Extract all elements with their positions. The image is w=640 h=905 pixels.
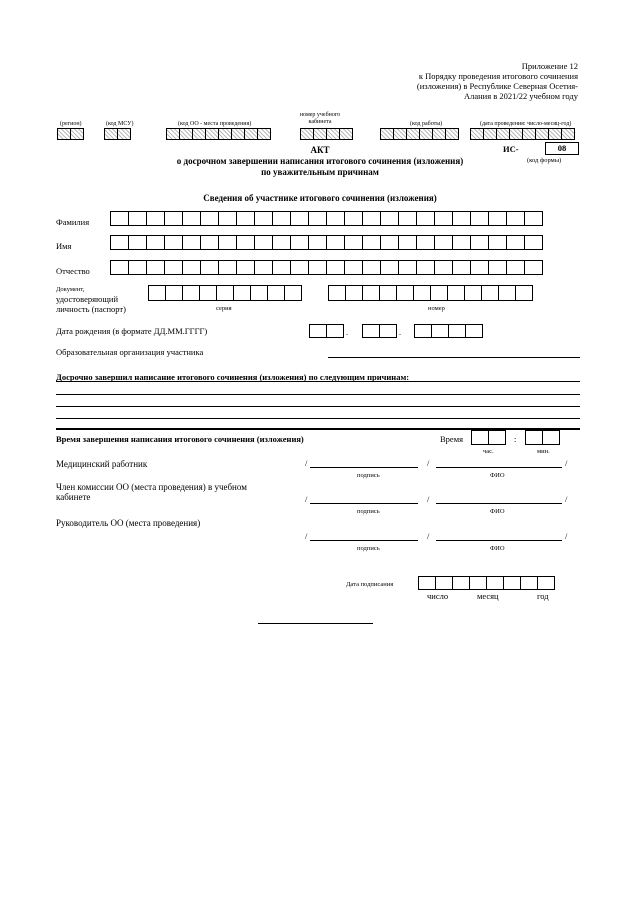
slash: / xyxy=(565,458,568,468)
day-label: число xyxy=(427,591,449,601)
work-code-label: (код работы) xyxy=(410,121,443,127)
medic-label: Медицинский работник xyxy=(56,459,148,469)
char-cell[interactable] xyxy=(498,285,516,301)
msu-label: (код МСУ) xyxy=(106,121,134,127)
char-cell[interactable] xyxy=(218,260,237,275)
char-cell[interactable] xyxy=(309,324,327,338)
char-cell[interactable] xyxy=(362,235,381,250)
char-cell[interactable] xyxy=(379,324,397,338)
appendix-header xyxy=(0,61,578,101)
hatched-cell xyxy=(218,128,232,140)
region-label: (регион) xyxy=(60,121,82,127)
char-cell[interactable] xyxy=(362,211,381,226)
act-title: АКТ xyxy=(310,145,330,155)
char-cell[interactable] xyxy=(146,211,165,226)
birthdate-month-cells[interactable] xyxy=(362,324,396,338)
char-cell[interactable] xyxy=(416,235,435,250)
char-cell[interactable] xyxy=(272,211,291,226)
commission-label-line: Член комиссии ОО (места проведения) в учебном xyxy=(56,482,247,492)
char-cell[interactable] xyxy=(524,211,543,226)
hatched-cell xyxy=(257,128,271,140)
char-cell[interactable] xyxy=(128,235,147,250)
surname-label: Фамилия xyxy=(56,217,90,227)
sign-label: подпись xyxy=(357,545,380,552)
char-cell[interactable] xyxy=(250,285,268,301)
char-cell[interactable] xyxy=(182,235,201,250)
char-cell[interactable] xyxy=(326,235,345,250)
sign-date-label: Дата подписания xyxy=(346,581,394,588)
reasons-heading: Досрочно завершил написание итогового сочинения (изложения) по следующим причинам: xyxy=(56,372,410,382)
hatched-cell xyxy=(432,128,446,140)
char-cell[interactable] xyxy=(326,260,345,275)
hatched-cell xyxy=(548,128,562,140)
char-cell[interactable] xyxy=(345,285,363,301)
org-input-line[interactable] xyxy=(328,357,580,358)
char-cell[interactable] xyxy=(110,260,129,275)
char-cell[interactable] xyxy=(344,211,363,226)
hatched-cell xyxy=(339,128,353,140)
header-line: Алания в 2021/22 учебном году xyxy=(463,91,578,101)
char-cell[interactable] xyxy=(326,211,345,226)
char-cell[interactable] xyxy=(254,260,273,275)
hatched-cell xyxy=(470,128,484,140)
passport-number-cells[interactable] xyxy=(328,285,532,301)
passport-series-cells[interactable] xyxy=(148,285,301,301)
participant-heading: Сведения об участнике итогового сочинения (изложения) xyxy=(203,193,437,203)
char-cell[interactable] xyxy=(362,285,380,301)
header-line: Приложение 12 xyxy=(521,61,578,71)
oo-cells xyxy=(166,128,270,140)
char-cell[interactable] xyxy=(362,260,381,275)
document-label xyxy=(56,294,126,314)
char-cell[interactable] xyxy=(515,285,533,301)
sign-label: подпись xyxy=(357,508,380,515)
classroom-cells xyxy=(300,128,352,140)
char-cell[interactable] xyxy=(110,211,129,226)
hatched-cell xyxy=(192,128,206,140)
char-cell[interactable] xyxy=(380,260,399,275)
hatched-cell xyxy=(380,128,394,140)
char-cell[interactable] xyxy=(148,285,166,301)
header-line: (изложения) в Республике Северная Осетия- xyxy=(416,81,578,91)
char-cell[interactable] xyxy=(110,235,129,250)
head-signature-line[interactable] xyxy=(310,540,418,541)
char-cell[interactable] xyxy=(267,285,285,301)
hatched-cell xyxy=(406,128,420,140)
document-label xyxy=(56,286,84,293)
char-cell[interactable] xyxy=(344,235,363,250)
char-cell[interactable] xyxy=(146,260,165,275)
org-label: Образовательная организация участника xyxy=(56,347,204,357)
minutes-label: мин. xyxy=(537,448,550,455)
time-colon: : xyxy=(514,434,517,444)
reason-line[interactable] xyxy=(56,418,580,419)
char-cell[interactable] xyxy=(128,260,147,275)
form-prefix: ИС- xyxy=(503,144,519,154)
birthdate-year-cells[interactable] xyxy=(414,324,482,338)
char-cell[interactable] xyxy=(236,260,255,275)
char-cell[interactable] xyxy=(506,235,525,250)
number-label: номер xyxy=(428,305,445,312)
hatched-cell xyxy=(496,128,510,140)
hatched-cell xyxy=(483,128,497,140)
surname-cells[interactable] xyxy=(110,211,542,226)
char-cell[interactable] xyxy=(164,211,183,226)
document-label-line: удостоверяющий xyxy=(56,294,119,304)
char-cell[interactable] xyxy=(233,285,251,301)
commission-label xyxy=(56,482,247,502)
date-cells xyxy=(470,128,574,140)
date-label: (дата проведения: число-месяц-год) xyxy=(480,121,572,127)
char-cell[interactable] xyxy=(379,285,397,301)
char-cell[interactable] xyxy=(236,235,255,250)
char-cell[interactable] xyxy=(272,235,291,250)
hatched-cell xyxy=(509,128,523,140)
commission-label-line: кабинете xyxy=(56,492,91,502)
slash: / xyxy=(305,531,308,541)
hatched-cell xyxy=(393,128,407,140)
char-cell[interactable] xyxy=(465,324,483,338)
char-cell[interactable] xyxy=(290,235,309,250)
hatched-cell xyxy=(117,128,131,140)
hatched-cell xyxy=(244,128,258,140)
char-cell[interactable] xyxy=(452,211,471,226)
birthdate-label: Дата рождения (в формате ДД.ММ.ГГГГ) xyxy=(56,326,208,336)
char-cell[interactable] xyxy=(488,211,507,226)
char-cell[interactable] xyxy=(199,285,217,301)
form-number: 08 xyxy=(545,142,579,155)
work-code-cells xyxy=(380,128,458,140)
commission-fio-line[interactable] xyxy=(436,503,562,504)
reason-line[interactable] xyxy=(56,394,580,395)
sign-label: подпись xyxy=(357,472,380,479)
oo-code-label: (код ОО - места проведения) xyxy=(178,121,252,127)
char-cell[interactable] xyxy=(165,285,183,301)
char-cell[interactable] xyxy=(435,576,453,590)
char-cell[interactable] xyxy=(524,235,543,250)
char-cell[interactable] xyxy=(413,285,431,301)
name-cells[interactable] xyxy=(110,235,542,250)
char-cell[interactable] xyxy=(272,260,291,275)
document-label-line: личность (паспорт) xyxy=(56,304,126,314)
year-label: год xyxy=(537,591,549,601)
char-cell[interactable] xyxy=(525,430,543,445)
char-cell[interactable] xyxy=(380,235,399,250)
hatched-cell xyxy=(166,128,180,140)
char-cell[interactable] xyxy=(326,324,344,338)
patronymic-label: Отчество xyxy=(56,266,90,276)
msu-cells xyxy=(104,128,130,140)
char-cell[interactable] xyxy=(430,285,448,301)
head-label: Руководитель ОО (места проведения) xyxy=(56,518,201,528)
char-cell[interactable] xyxy=(434,260,453,275)
char-cell[interactable] xyxy=(488,260,507,275)
footer-rule xyxy=(258,623,373,624)
slash: / xyxy=(565,531,568,541)
time-heading: Время завершения написания итогового сочинения (изложения) xyxy=(56,434,304,444)
hours-cells[interactable] xyxy=(471,430,505,445)
char-cell[interactable] xyxy=(470,211,489,226)
char-cell[interactable] xyxy=(434,235,453,250)
char-cell[interactable] xyxy=(164,260,183,275)
hatched-cell xyxy=(445,128,459,140)
hatched-cell xyxy=(313,128,327,140)
slash: / xyxy=(305,494,308,504)
char-cell[interactable] xyxy=(488,430,506,445)
form-code-label: (код формы) xyxy=(527,157,562,164)
hatched-cell xyxy=(205,128,219,140)
char-cell[interactable] xyxy=(506,211,525,226)
slash: / xyxy=(427,458,430,468)
char-cell[interactable] xyxy=(200,260,219,275)
char-cell[interactable] xyxy=(418,576,436,590)
char-cell[interactable] xyxy=(218,235,237,250)
header-line: к Порядку проведения итогового сочинения xyxy=(418,71,578,81)
birthdate-day-cells[interactable] xyxy=(309,324,343,338)
name-label: Имя xyxy=(56,241,72,251)
char-cell[interactable] xyxy=(486,576,504,590)
char-cell[interactable] xyxy=(470,235,489,250)
char-cell[interactable] xyxy=(434,211,453,226)
hatched-cell xyxy=(535,128,549,140)
series-label: серия xyxy=(216,305,232,312)
date-separator: . xyxy=(346,328,348,337)
char-cell[interactable] xyxy=(398,211,417,226)
char-cell[interactable] xyxy=(520,576,538,590)
char-cell[interactable] xyxy=(182,285,200,301)
document-label-line: Документ, xyxy=(56,286,85,293)
reason-line[interactable] xyxy=(56,406,580,407)
hours-label: час. xyxy=(483,448,494,455)
char-cell[interactable] xyxy=(542,430,560,445)
medic-signature-line[interactable] xyxy=(310,467,418,468)
char-cell[interactable] xyxy=(416,211,435,226)
fio-label: ФИО xyxy=(490,545,505,552)
char-cell[interactable] xyxy=(216,285,234,301)
hatched-cell xyxy=(104,128,118,140)
char-cell[interactable] xyxy=(146,235,165,250)
char-cell[interactable] xyxy=(448,324,466,338)
month-label: месяц xyxy=(477,591,499,601)
char-cell[interactable] xyxy=(452,235,471,250)
char-cell[interactable] xyxy=(470,260,489,275)
char-cell[interactable] xyxy=(431,324,449,338)
char-cell[interactable] xyxy=(464,285,482,301)
hatched-cell xyxy=(70,128,84,140)
char-cell[interactable] xyxy=(452,260,471,275)
char-cell[interactable] xyxy=(503,576,521,590)
slash: / xyxy=(427,494,430,504)
slash: / xyxy=(427,531,430,541)
fio-label: ФИО xyxy=(490,508,505,515)
char-cell[interactable] xyxy=(344,260,363,275)
char-cell[interactable] xyxy=(290,260,309,275)
char-cell[interactable] xyxy=(537,576,555,590)
char-cell[interactable] xyxy=(308,235,327,250)
hatched-cell xyxy=(522,128,536,140)
date-separator: . xyxy=(399,328,401,337)
commission-signature-line[interactable] xyxy=(310,503,418,504)
slash: / xyxy=(305,458,308,468)
char-cell[interactable] xyxy=(254,235,273,250)
char-cell[interactable] xyxy=(328,285,346,301)
char-cell[interactable] xyxy=(254,211,273,226)
region-cells xyxy=(57,128,83,140)
time-label: Время xyxy=(440,434,463,444)
hatched-cell xyxy=(326,128,340,140)
hatched-cell xyxy=(419,128,433,140)
char-cell[interactable] xyxy=(488,235,507,250)
hatched-cell xyxy=(57,128,71,140)
char-cell[interactable] xyxy=(398,235,417,250)
char-cell[interactable] xyxy=(182,211,201,226)
char-cell[interactable] xyxy=(380,211,399,226)
char-cell[interactable] xyxy=(308,260,327,275)
char-cell[interactable] xyxy=(218,211,237,226)
act-subtitle: о досрочном завершении написания итогового сочинения (изложения) xyxy=(176,156,464,166)
head-fio-line[interactable] xyxy=(436,540,562,541)
hatched-cell xyxy=(300,128,314,140)
char-cell[interactable] xyxy=(447,285,465,301)
char-cell[interactable] xyxy=(469,576,487,590)
char-cell[interactable] xyxy=(182,260,201,275)
fio-label: ФИО xyxy=(490,472,505,479)
act-subtitle: по уважительным причинам xyxy=(261,167,379,177)
char-cell[interactable] xyxy=(416,260,435,275)
char-cell[interactable] xyxy=(414,324,432,338)
char-cell[interactable] xyxy=(128,211,147,226)
slash: / xyxy=(565,494,568,504)
sign-date-cells[interactable] xyxy=(418,576,554,590)
char-cell[interactable] xyxy=(308,211,327,226)
medic-fio-line[interactable] xyxy=(436,467,562,468)
char-cell[interactable] xyxy=(164,235,183,250)
patronymic-cells[interactable] xyxy=(110,260,542,275)
char-cell[interactable] xyxy=(200,235,219,250)
char-cell[interactable] xyxy=(362,324,380,338)
hatched-cell xyxy=(179,128,193,140)
classroom-label: номер учебного кабинета xyxy=(299,112,341,125)
char-cell[interactable] xyxy=(200,211,219,226)
char-cell[interactable] xyxy=(236,211,255,226)
char-cell[interactable] xyxy=(452,576,470,590)
char-cell[interactable] xyxy=(506,260,525,275)
char-cell[interactable] xyxy=(398,260,417,275)
char-cell[interactable] xyxy=(524,260,543,275)
char-cell[interactable] xyxy=(284,285,302,301)
hatched-cell xyxy=(561,128,575,140)
char-cell[interactable] xyxy=(481,285,499,301)
char-cell[interactable] xyxy=(396,285,414,301)
hatched-cell xyxy=(231,128,245,140)
char-cell[interactable] xyxy=(471,430,489,445)
minutes-cells[interactable] xyxy=(525,430,559,445)
char-cell[interactable] xyxy=(290,211,309,226)
reason-line[interactable] xyxy=(56,381,580,382)
